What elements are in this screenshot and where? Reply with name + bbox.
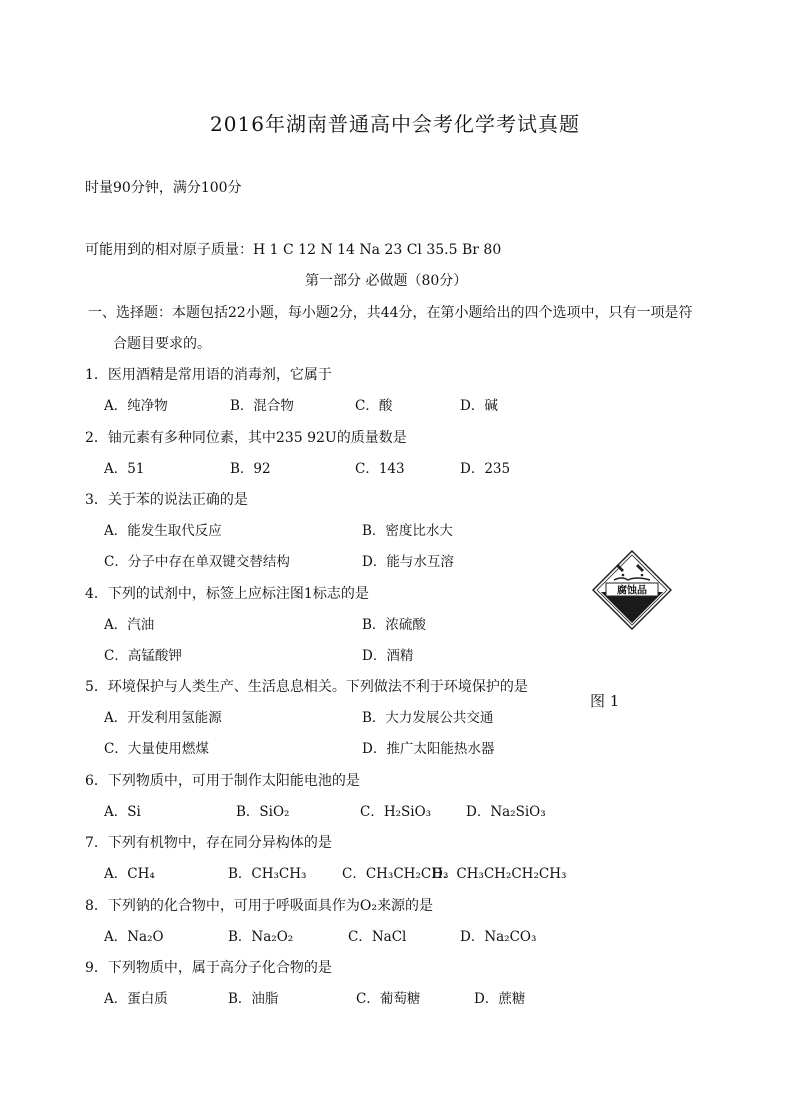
question-stem: 2．铀元素有多种同位素，其中235 92U的质量数是 (85, 430, 407, 446)
time-info: 时量90分钟，满分100分 (85, 180, 242, 196)
question-stem: 4．下列的试剂中，标签上应标注图1标志的是 (85, 586, 369, 602)
option-d: D．CH₃CH₂CH₂CH₃ (432, 866, 567, 882)
page-title: 2016年湖南普通高中会考化学考试真题 (210, 112, 580, 136)
option-c: C．酸 (355, 398, 393, 414)
option-c: C．葡萄糖 (356, 991, 421, 1007)
option-c: C．H₂SiO₃ (360, 804, 432, 820)
option-c: C．143 (355, 461, 405, 477)
option-b: B．大力发展公共交通 (362, 710, 494, 726)
option-a: A．汽油 (104, 617, 155, 633)
question-stem: 5．环境保护与人类生产、生活息息相关。下列做法不利于环境保护的是 (85, 679, 528, 695)
part-heading: 第一部分 必做题（80分） (305, 273, 468, 289)
option-d: D．酒精 (362, 648, 414, 664)
corrosive-sign-icon (592, 550, 672, 630)
option-d: D．碱 (460, 398, 498, 414)
option-b: B．92 (230, 461, 271, 477)
option-b: B．密度比水大 (362, 523, 453, 539)
question-stem: 9．下列物质中，属于高分子化合物的是 (85, 960, 332, 976)
question-stem: 6．下列物质中，可用于制作太阳能电池的是 (85, 773, 360, 789)
option-c: C．大量使用燃煤 (104, 741, 209, 757)
option-b: B．混合物 (230, 398, 294, 414)
option-d: D．235 (460, 461, 511, 477)
option-a: A．Na₂O (104, 929, 164, 945)
question-stem: 8．下列钠的化合物中，可用于呼吸面具作为O₂来源的是 (85, 898, 433, 914)
option-c: C．NaCl (348, 929, 407, 945)
question-stem: 7．下列有机物中，存在同分异构体的是 (85, 835, 332, 851)
option-a: A．CH₄ (104, 866, 155, 882)
option-a: A．Si (104, 804, 141, 820)
question-stem: 3．关于苯的说法正确的是 (85, 492, 248, 508)
option-a: A．蛋白质 (104, 991, 168, 1007)
option-d: D．推广太阳能热水器 (362, 741, 495, 757)
sign-text: 腐蚀品 (617, 585, 647, 597)
option-b: B．浓硫酸 (362, 617, 426, 633)
option-b: B．Na₂O₂ (228, 929, 294, 945)
atomic-masses: 可能用到的相对原子质量：H 1 C 12 N 14 Na 23 Cl 35.5 Br 80 (85, 242, 502, 258)
option-c: C．CH₃CH₂CH₃ (342, 866, 449, 882)
option-c: C．高锰酸钾 (104, 648, 182, 664)
option-b: B．油脂 (228, 991, 279, 1007)
option-b: B．SiO₂ (236, 804, 290, 820)
option-a: A．纯净物 (104, 398, 168, 414)
option-d: D．Na₂SiO₃ (466, 804, 546, 820)
option-c: C．分子中存在单双键交替结构 (104, 554, 290, 570)
option-a: A．51 (104, 461, 145, 477)
option-b: B．CH₃CH₃ (228, 866, 307, 882)
section-instruction-line2: 合题目要求的。 (113, 336, 211, 352)
option-d: D．能与水互溶 (362, 554, 454, 570)
figure-label: 图 1 (590, 692, 620, 710)
question-stem: 1．医用酒精是常用语的消毒剂，它属于 (85, 367, 332, 383)
option-d: D．Na₂CO₃ (460, 929, 537, 945)
section-instruction-line1: 一、选择题：本题包括22小题，每小题2分，共44分，在第小题给出的四个选项中，只有一项是符 (88, 305, 693, 321)
option-d: D．蔗糖 (474, 991, 526, 1007)
option-a: A．开发利用氢能源 (104, 710, 222, 726)
option-a: A．能发生取代反应 (104, 523, 222, 539)
